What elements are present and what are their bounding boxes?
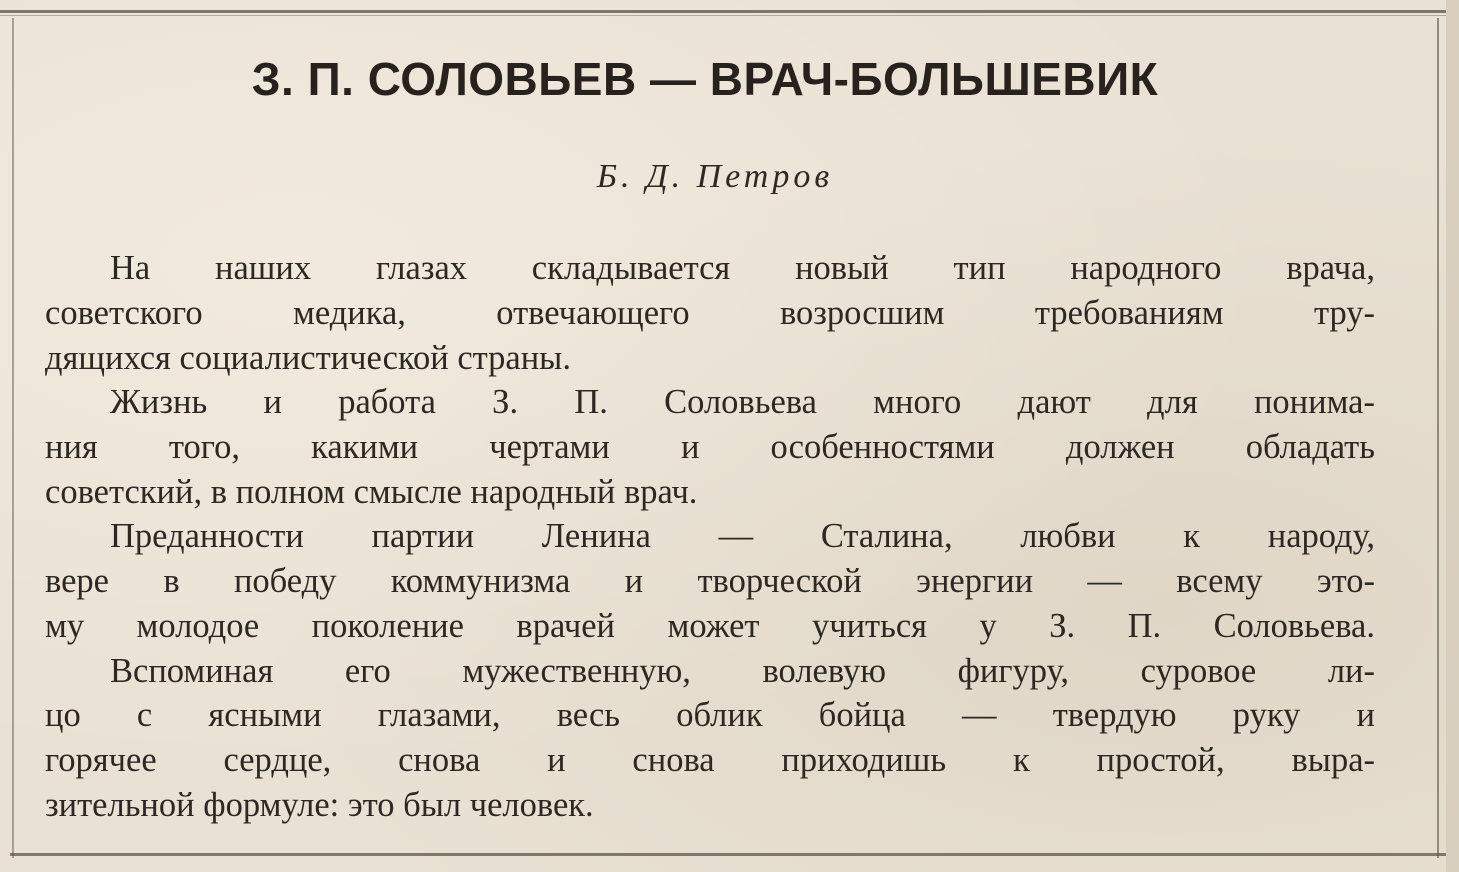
text-line: дящихся социалистической страны. <box>45 339 571 377</box>
page-edge-strip <box>1446 0 1459 872</box>
text-line: вере в победу коммунизма и творческой энергии — всему это- <box>45 562 1375 600</box>
text-line: му молодое поколение врачей может учиться у З. П. Соловьева. <box>45 607 1375 645</box>
text-line: цо с ясными глазами, весь облик бойца — твердую руку и <box>45 696 1375 734</box>
frame-bottom-rule <box>10 853 1450 856</box>
text-line: Преданности партии Ленина — Сталина, любви к народу, <box>110 517 1375 555</box>
frame-left-rule <box>12 18 14 858</box>
article-title: З. П. СОЛОВЬЕВ — ВРАЧ-БОЛЬШЕВИК <box>251 53 1159 105</box>
article-author: Б. Д. Петров <box>596 158 834 195</box>
text-line: Жизнь и работа З. П. Соловьева много дают для понима- <box>110 383 1375 421</box>
text-line: На наших глазах складывается новый тип народного врача, <box>110 249 1375 287</box>
text-line: горячее сердце, снова и снова приходишь к простой, выра- <box>45 741 1375 779</box>
text-line: советский, в полном смысле народный врач. <box>45 473 698 511</box>
text-line: советского медика, отвечающего возросшим требованиям тру- <box>45 294 1375 332</box>
frame-top-rule <box>0 10 1459 13</box>
text-line: Вспоминая его мужественную, волевую фигуру, суровое ли- <box>110 652 1375 690</box>
text-line: зительной формуле: это был человек. <box>45 786 594 824</box>
frame-right-rule <box>1437 18 1439 858</box>
text-line: ния того, какими чертами и особенностями должен обладать <box>45 428 1375 466</box>
frame-top-rule-inner <box>0 15 1459 16</box>
